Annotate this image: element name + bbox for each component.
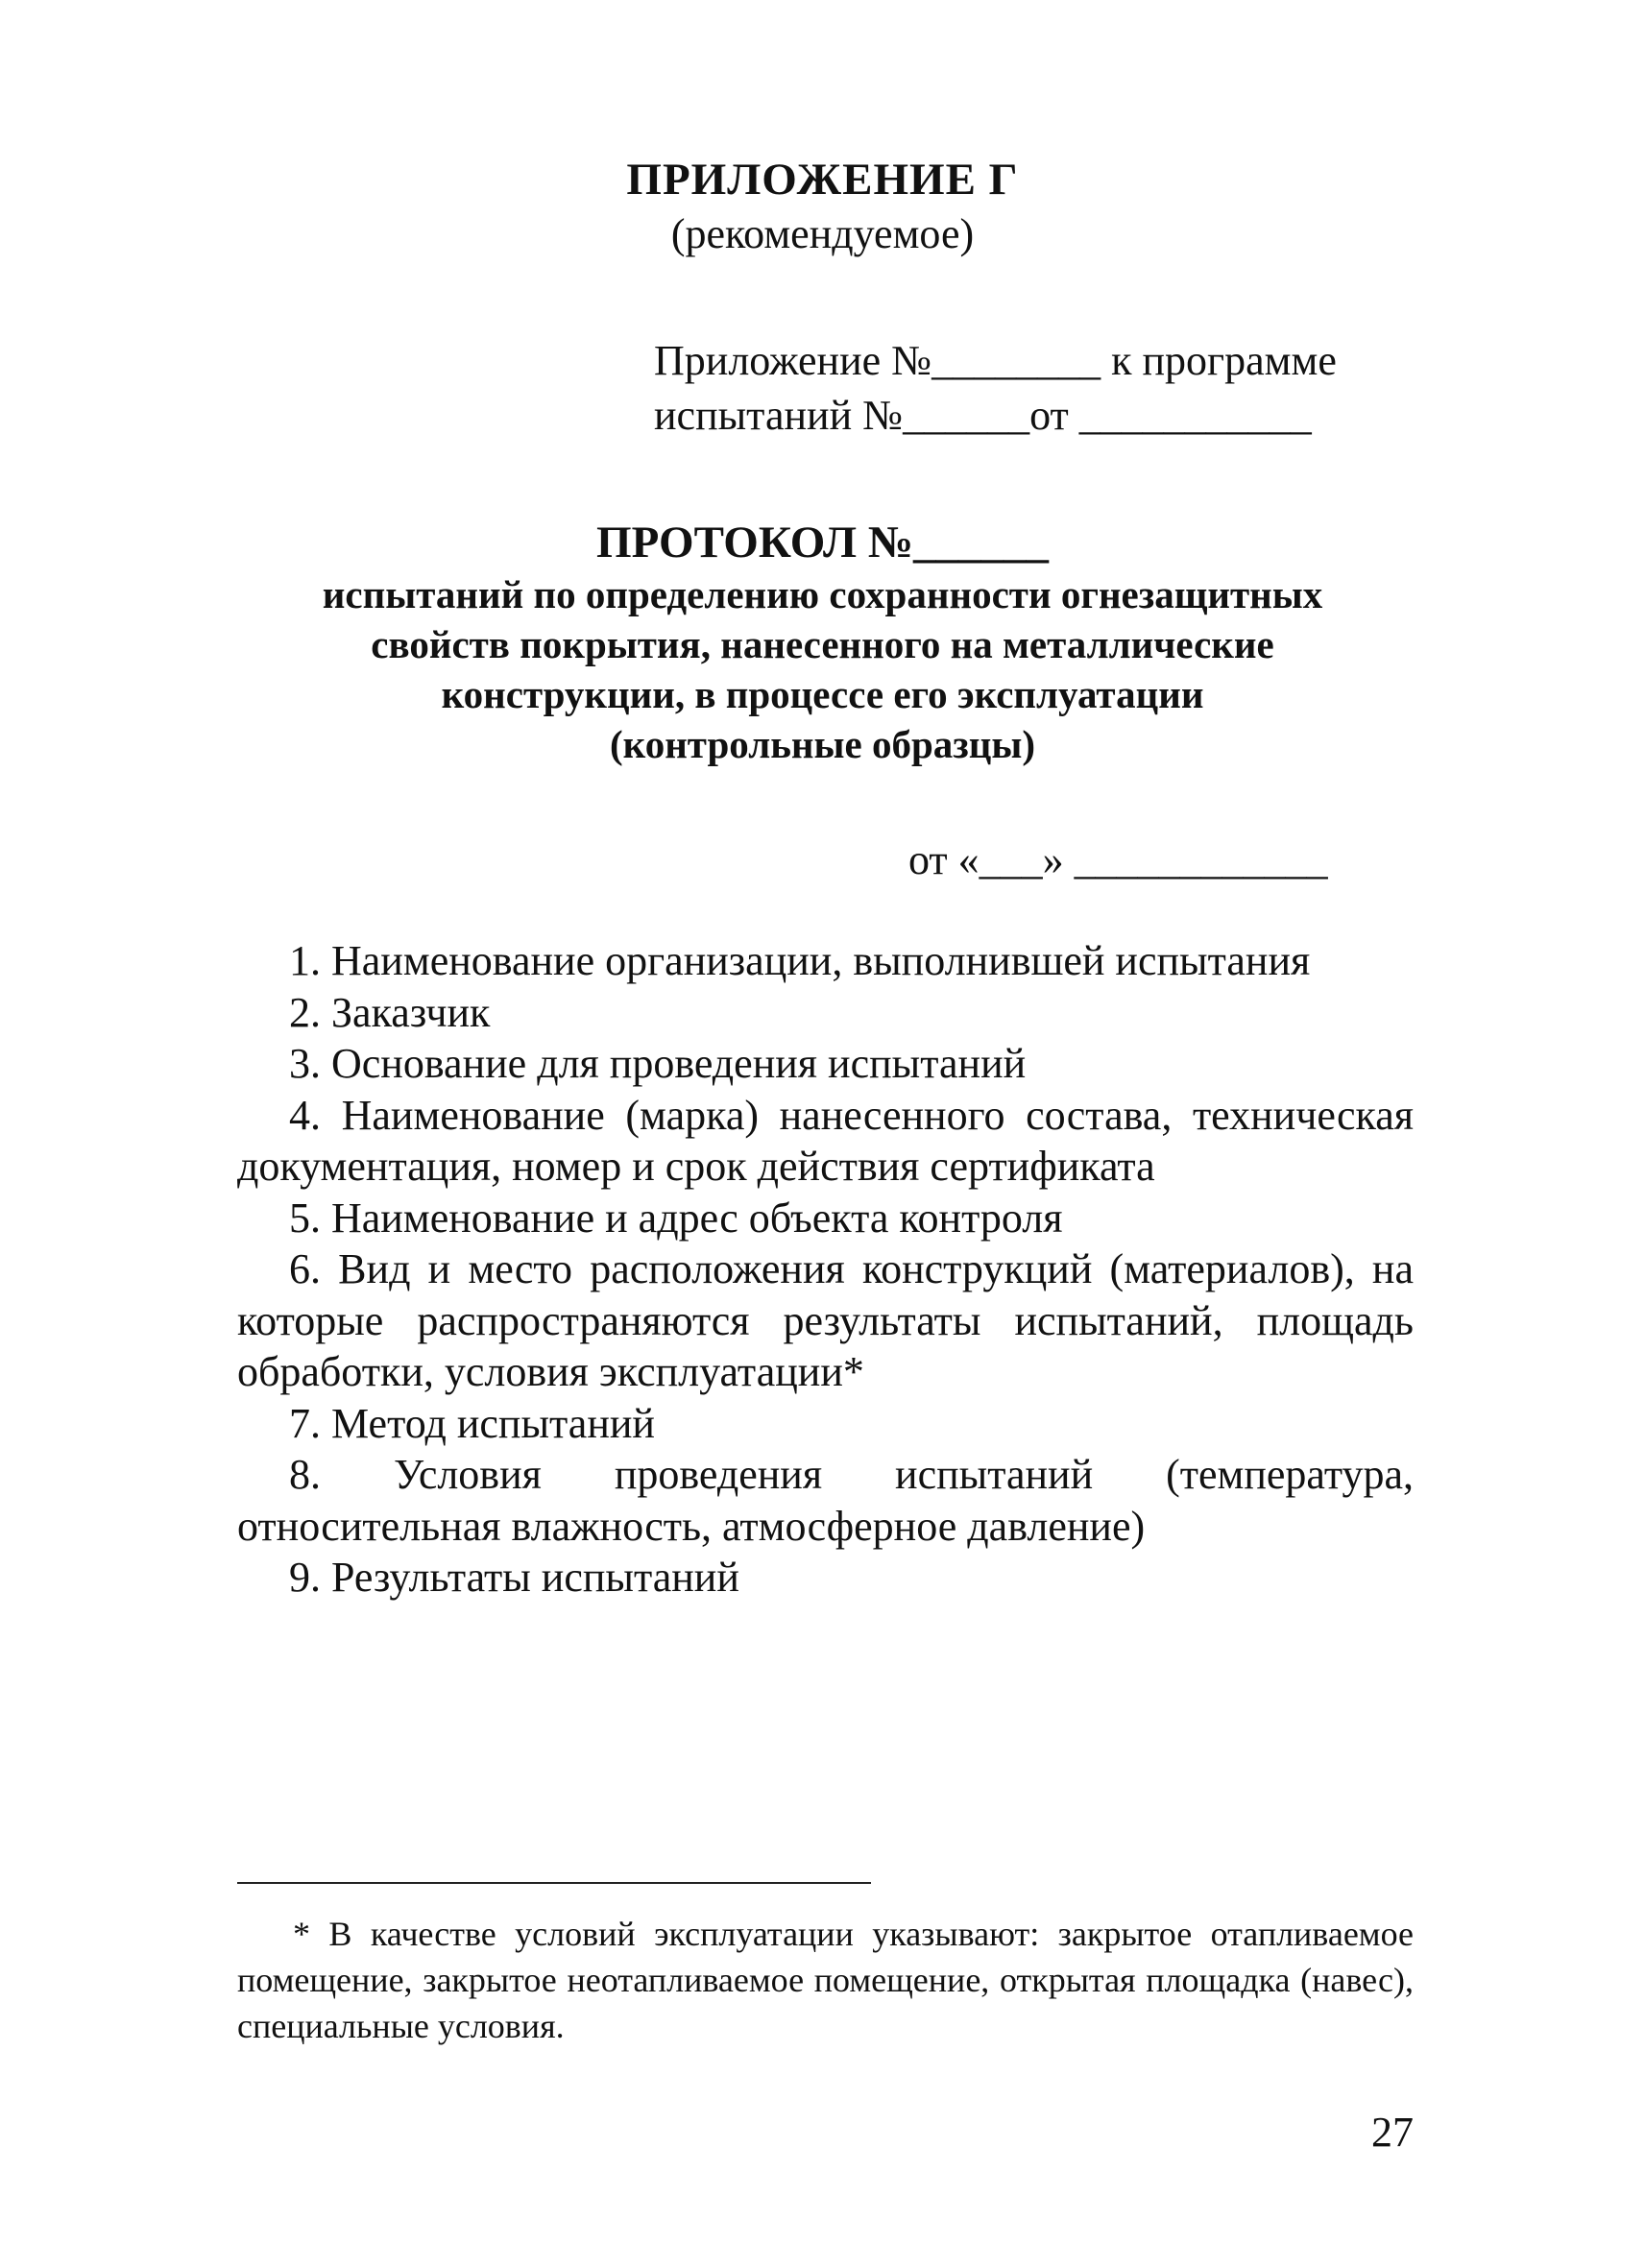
protocol-title: ПРОТОКОЛ №______ bbox=[596, 518, 1049, 567]
page-number: 27 bbox=[1371, 2109, 1414, 2156]
list-item: 5. Наименование и адрес объекта контроля bbox=[289, 1194, 1063, 1242]
appendix-title: ПРИЛОЖЕНИЕ Г bbox=[626, 155, 1019, 205]
footnote-divider bbox=[237, 1882, 871, 1884]
protocol-subtitle-line: (контрольные образцы) bbox=[609, 722, 1036, 766]
list-item: 4. Наименование (марка) нанесенного состава, техническая документация, номер и срок действия сертификата bbox=[237, 1091, 1414, 1190]
protocol-date-line: от «___» ____________ bbox=[908, 836, 1328, 883]
protocol-subtitle-line: свойств покрытия, нанесенного на металлические bbox=[371, 622, 1274, 666]
appendix-subtitle: (рекомендуемое) bbox=[670, 210, 975, 257]
list-item: 6. Вид и место расположения конструкций (материалов), на которые распространяются результаты испытаний, площадь обработки, условия эксплуатации* bbox=[237, 1245, 1414, 1395]
protocol-items-list bbox=[237, 935, 1414, 1604]
list-item: 7. Метод испытаний bbox=[289, 1399, 655, 1447]
protocol-subtitle-line: испытаний по определению сохранности огнезащитных bbox=[322, 572, 1323, 616]
list-item: 1. Наименование организации, выполнившей испытания bbox=[289, 937, 1311, 984]
list-item: 9. Результаты испытаний bbox=[289, 1554, 739, 1601]
footnote: * В качестве условий эксплуатации указывают: закрытое отапливаемое помещение, закрытое неотапливаемое помещение, открытая площадка (навес), специальные условия. bbox=[237, 1915, 1414, 2045]
protocol-subtitle-line: конструкции, в процессе его эксплуатации bbox=[441, 672, 1204, 716]
list-item: 8. Условия проведения испытаний (температура, относительная влажность, атмосферное давление) bbox=[237, 1451, 1414, 1550]
list-item: 2. Заказчик bbox=[289, 988, 491, 1036]
attachment-line-2: испытаний №______от ___________ bbox=[654, 392, 1312, 439]
attachment-line-1: Приложение №________ к программе bbox=[654, 337, 1337, 384]
list-item: 3. Основание для проведения испытаний bbox=[289, 1040, 1027, 1087]
